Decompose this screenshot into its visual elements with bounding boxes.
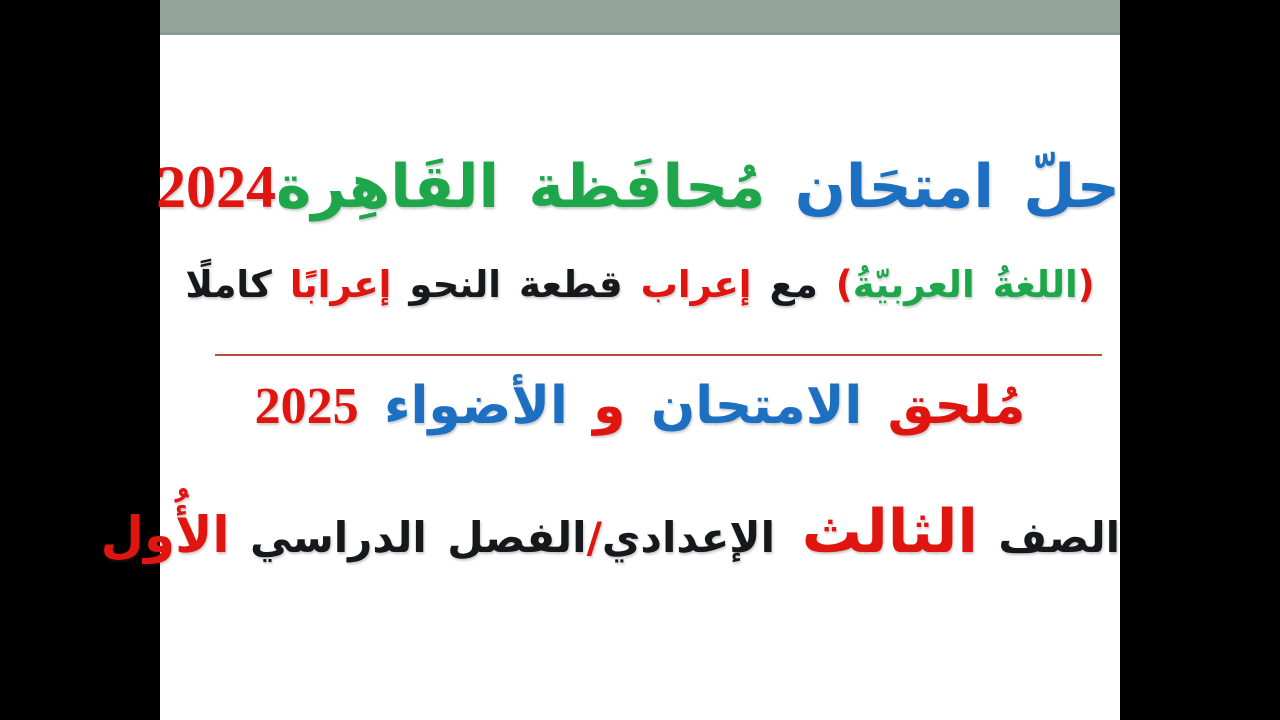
adwaa-word: الأضواء [358,376,568,436]
title-slide [100,0,1120,720]
subtitle-line [160,257,1120,313]
first-term-text: الفصل الدراسي [229,513,587,562]
title-year-2024: 2024 [155,154,276,220]
red-divider-line [215,354,1102,356]
grade-word: الصف [977,513,1120,562]
supplement-word: مُلحق [862,376,1026,436]
subject-arabic-language-text: اللغةُ العربيّةُ [852,263,1078,306]
irab-fully-word: إعرابًا [271,263,392,306]
supplement-year-2025: 2025 [254,378,359,435]
third-word: الثالث [774,497,978,567]
exam-word: الامتحان [625,376,863,436]
preparatory-word: الإعدادي [601,513,775,562]
title-cairo-governorate-text: مُحافَظة القَاهِرة [275,152,766,222]
with-word: مع [751,263,818,306]
grammar-piece-text: قطعة النحو [391,263,623,306]
paren-open: ( [1077,263,1095,306]
and-word: و [567,376,626,436]
slide-top-band [160,0,1120,32]
slide-top-band-edge [160,32,1120,35]
first-word: الأُول [100,506,230,564]
title-line [155,141,1120,234]
grade-line [100,486,1120,579]
title-solve-exam-text: حلّ امتحَان [765,152,1120,222]
slash-separator: / [586,513,602,562]
irab-word: إعراب [622,263,752,306]
supplement-line [160,367,1120,446]
paren-close: ) [817,263,853,306]
complete-word: كاملًا [185,263,272,306]
